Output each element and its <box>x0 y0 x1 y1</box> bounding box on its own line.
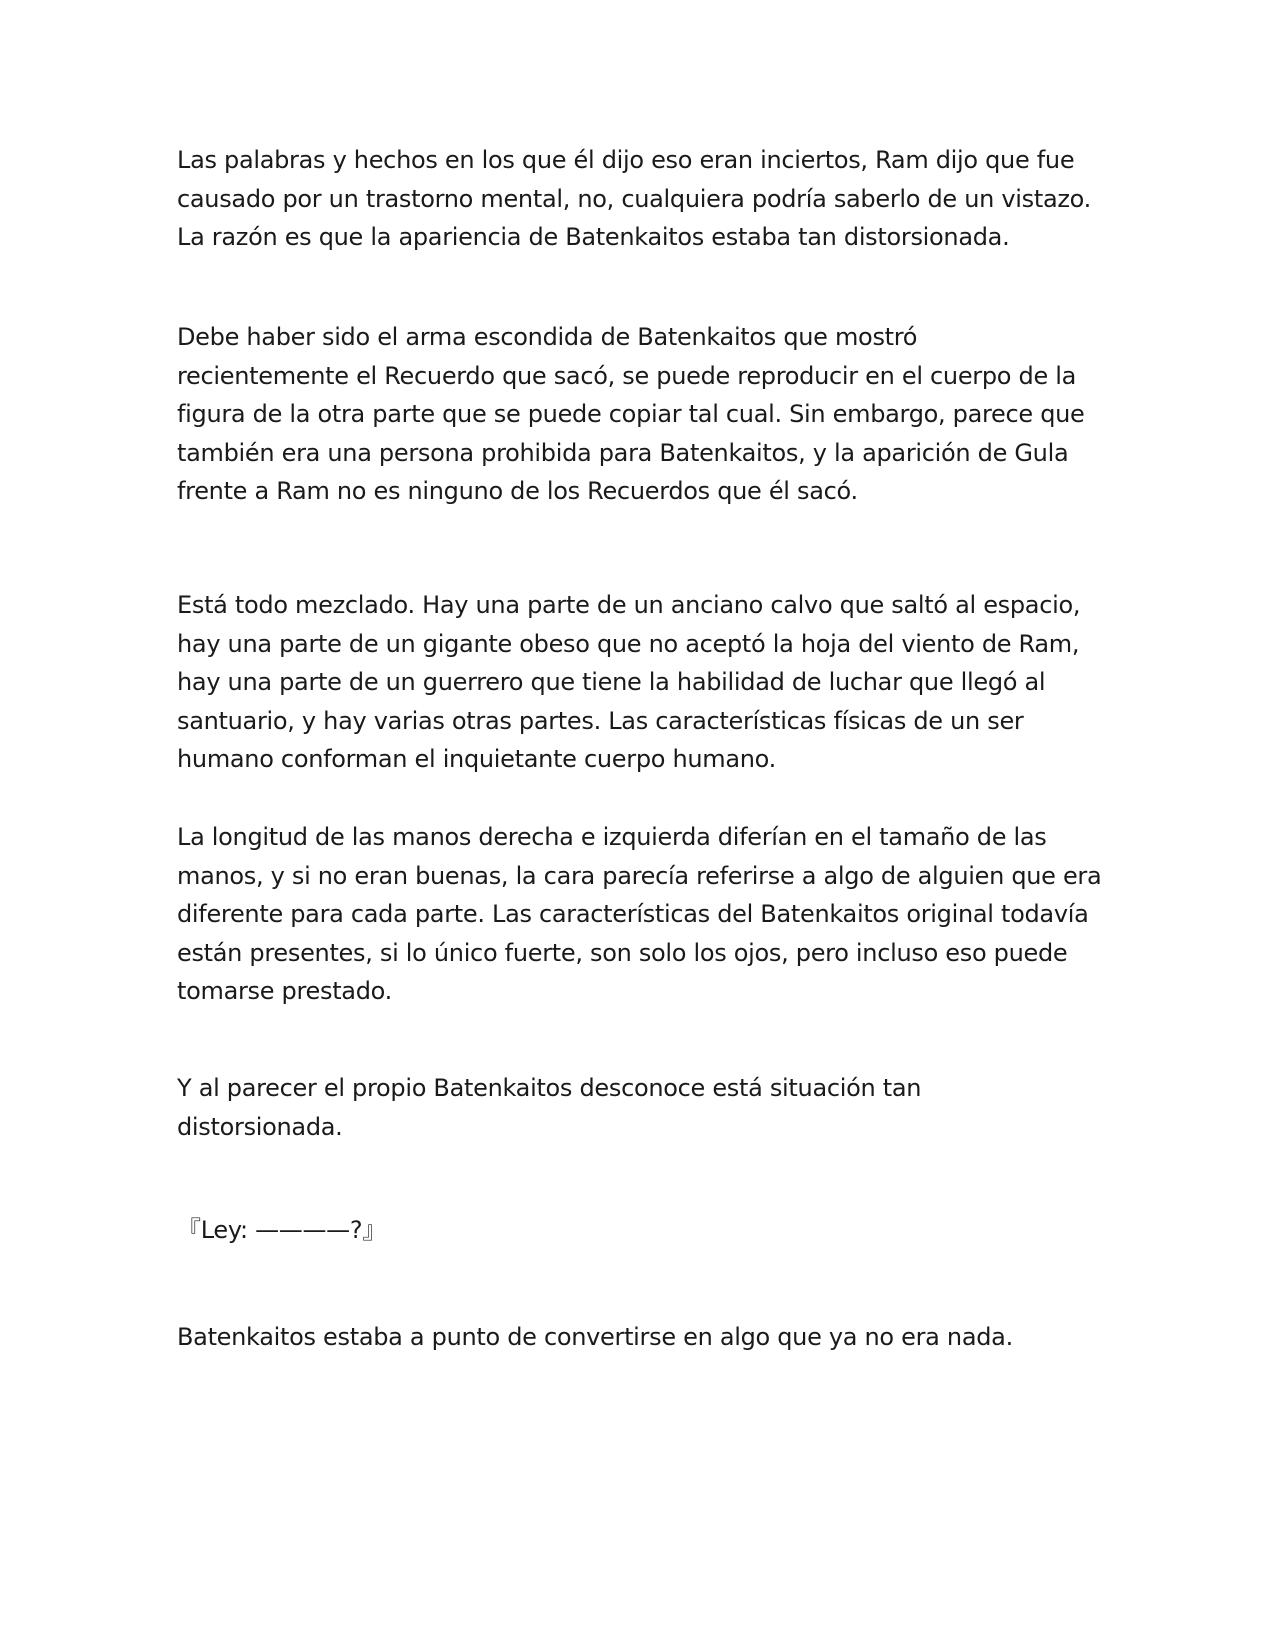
paragraph-4: La longitud de las manos derecha e izquierda diferían en el tamaño de las manos, y si no eran buenas, la cara parecía referirse a algo de alguien que era diferente para cada parte. Las características del Batenkaitos original todavía están presentes, si lo único fuerte, son solo los ojos, pero incluso eso puede tomarse prestado. <box>177 823 1102 1005</box>
paragraph-5: Y al parecer el propio Batenkaitos desconoce está situación tan distorsionada. <box>177 1074 922 1141</box>
paragraph-1: Las palabras y hechos en los que él dijo eso eran inciertos, Ram dijo que fue causado por un trastorno mental, no, cualquiera podría saberlo de un vistazo. La razón es que la apariencia de Batenkaitos estaba tan distorsionada. <box>177 146 1091 251</box>
paragraph-7: Batenkaitos estaba a punto de convertirse en algo que ya no era nada. <box>177 1323 1013 1351</box>
dialogue-line: 『Ley: ————?』 <box>177 1216 387 1244</box>
paragraph-2: Debe haber sido el arma escondida de Batenkaitos que mostró recientemente el Recuerdo que sacó, se puede reproducir en el cuerpo de la figura de la otra parte que se puede copiar tal cual. Sin embargo, parece que también era una persona prohibida para Batenkaitos, y la aparición de Gula frente a Ram no es ninguno de los Recuerdos que él sacó. <box>177 323 1085 505</box>
paragraph-3: Está todo mezclado. Hay una parte de un anciano calvo que saltó al espacio, hay una parte de un gigante obeso que no aceptó la hoja del viento de Ram, hay una parte de un guerrero que tiene la habilidad de luchar que llegó al santuario, y hay varias otras partes. Las características físicas de un ser humano conforman el inquietante cuerpo humano. <box>177 591 1081 773</box>
